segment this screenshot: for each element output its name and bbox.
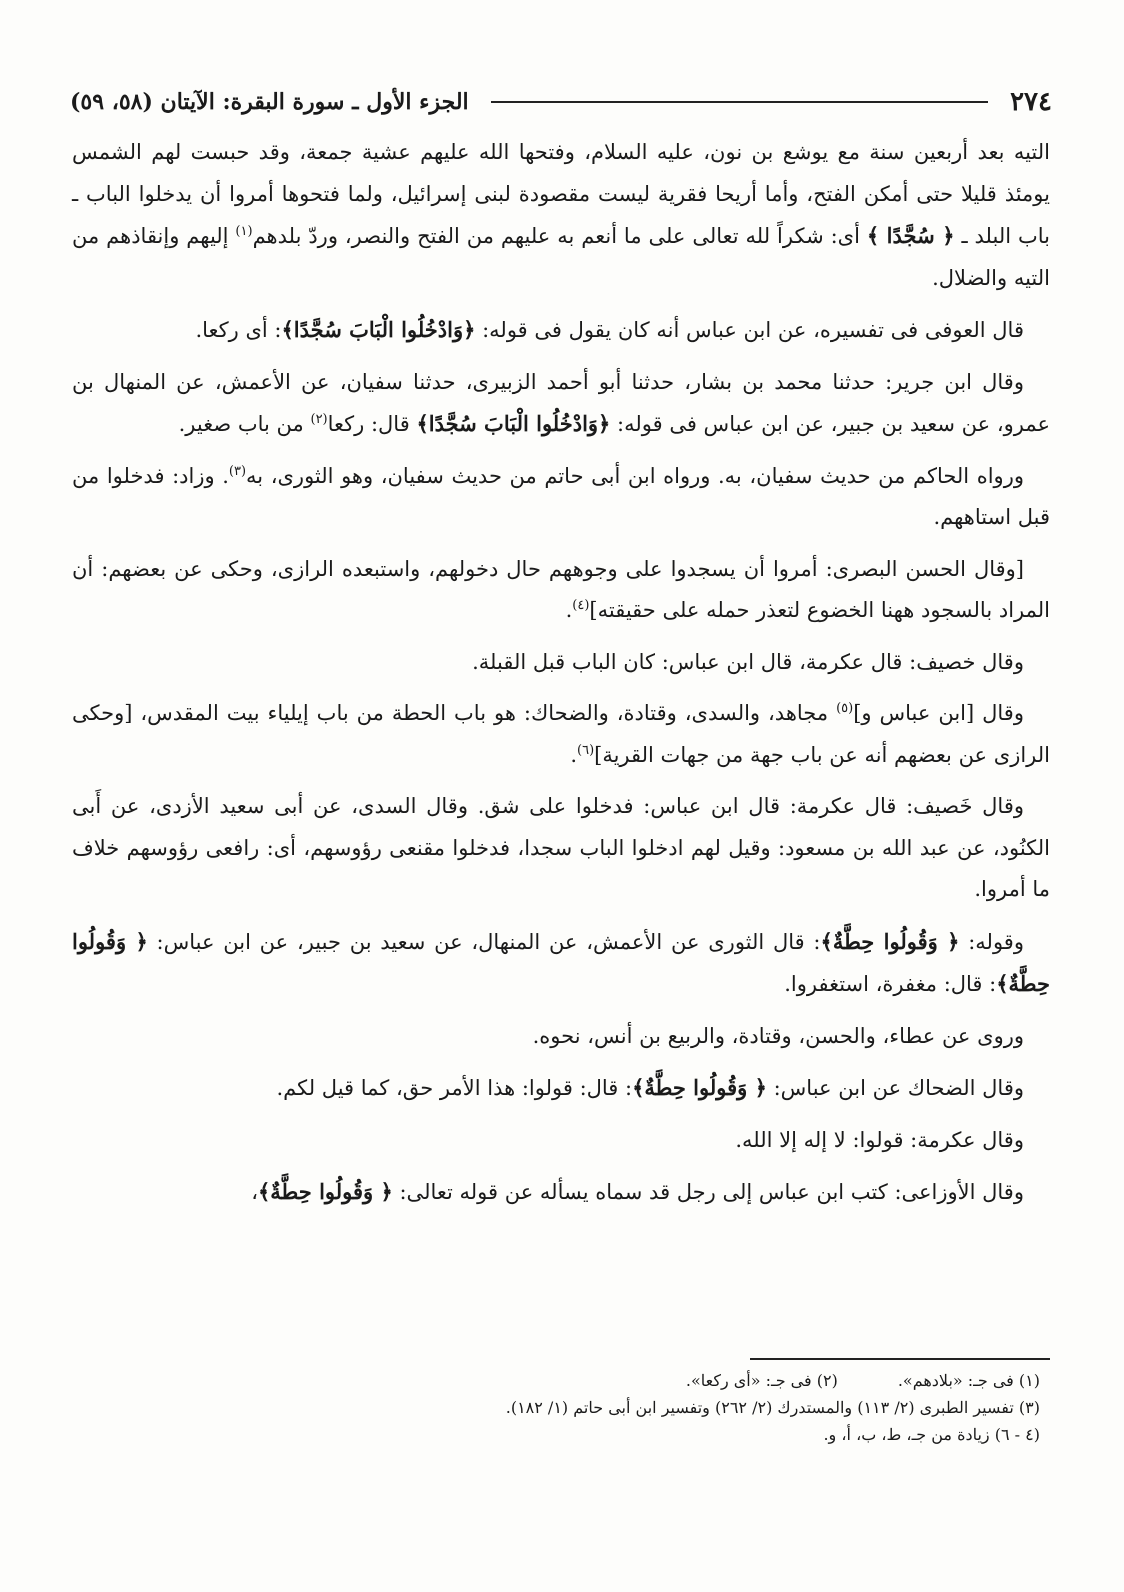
paragraph: وقال خَصيف: قال عكرمة: قال ابن عباس: فدخلوا على شق. وقال السدى، عن أبى سعيد الأزدى، عن أَبى الكنُود، عن عبد الله بن مسعود: وقيل لهم ادخلوا الباب سجدا، فدخلوا مقنعى رؤوسهم، أى: رافعى رؤوسهم خلاف ما أمروا. [72, 794, 1050, 901]
footnote: (١) فى جـ: «بلادهم». [897, 1371, 1040, 1390]
paragraph: [وقال الحسن البصرى: أمروا أن يسجدوا على وجوههم حال دخولهم، واستبعده الرازى، وحكى عن بعضهم: أن المراد بالسجود ههنا الخضوع لتعذر حمله على حقيقته]$^{(٤)}$. [72, 556, 1050, 622]
paragraph: وقال عكرمة: قولوا: لا إله إلا الله. [735, 1127, 1024, 1152]
footnote-ref: (٦) [577, 742, 595, 758]
paragraph: وقال خصيف: قال عكرمة، قال ابن عباس: كان الباب قبل القبلة. [472, 649, 1024, 674]
quran-quote: ﴿وَادْخُلُوا الْبَابَ سُجَّدًا﴾ [281, 317, 476, 342]
footnote: (٣) تفسير الطبرى (٢/ ١١٣) والمستدرك (٢/ ٢٦٢) وتفسير ابن أبى حاتم (١/ ١٨٢). [505, 1398, 1040, 1417]
footnote: (٢) فى جـ: «أى ركعا». [685, 1371, 838, 1390]
running-header [70, 82, 1052, 122]
footnote-line [72, 1367, 1040, 1394]
footnote-ref: (٢) [310, 412, 328, 427]
footnote-ref: (١) [235, 224, 253, 239]
quran-quote: ﴿ وَقُولُوا حِطَّةٌ﴾ [72, 928, 1050, 996]
footnote-rule [750, 1358, 1050, 1360]
paragraph: وقوله: ﴿ وَقُولُوا حِطَّةٌ﴾: قال الثورى عن الأعمش، عن المنهال، عن سعيد بن جبير، عن ابن عباس: ﴿ وَقُولُوا حِطَّةٌ﴾: قال: مغفرة، استغفروا. [72, 928, 1050, 996]
header-rule [491, 101, 988, 103]
quran-quote: ﴿ وَقُولُوا حِطَّةٌ﴾ [632, 1075, 767, 1100]
quran-quote: ﴿وَادْخُلُوا الْبَابَ سُجَّدًا﴾ [416, 411, 611, 436]
main-text [72, 132, 1050, 1224]
page-number: ٢٧٤ [1010, 87, 1052, 117]
paragraph: قال العوفى فى تفسيره، عن ابن عباس أنه كان يقول فى قوله: ﴿وَادْخُلُوا الْبَابَ سُجَّدًا﴾: أى ركعا. [195, 317, 1024, 342]
footnotes [72, 1367, 1040, 1448]
paragraph: التيه بعد أربعين سنة مع يوشع بن نون، عليه السلام، وفتحها الله عليهم عشية جمعة، وقد حبست لهم الشمس يومئذ قليلا حتى أمكن الفتح، وأما أريحا فقرية ليست مقصودة لبنى إسرائيل، ولما فتحوها أمروا أن يدخلوا الباب ـ باب البلد ـ ﴿ سُجَّدًا ﴾ أى: شكراً لله تعالى على ما أنعم به عليهم من الفتح والنصر، وردّ بلدهم$^{(١)}$ إليهم وإنقاذهم من التيه والضلال. [72, 140, 1050, 290]
running-title: الجزء الأول ـ سورة البقرة: الآيتان (٥٨، ٥٩) [70, 89, 469, 115]
paragraph: وقال الضحاك عن ابن عباس: ﴿ وَقُولُوا حِطَّةٌ﴾: قال: قولوا: هذا الأمر حق، كما قيل لكم. [276, 1075, 1024, 1100]
paragraph: وروى عن عطاء، والحسن، وقتادة، والربيع بن أنس، نحوه. [532, 1023, 1024, 1048]
footnote-ref: (٤) [572, 598, 590, 613]
quran-quote: ﴿ سُجَّدًا ﴾ [866, 223, 955, 248]
quran-quote: ﴿ وَقُولُوا حِطَّةٌ﴾ [820, 928, 960, 954]
paragraph: ورواه الحاكم من حديث سفيان، به. ورواه ابن أبى حاتم من حديث سفيان، وهو الثورى، به$^{(٣)}$. وزاد: فدخلوا من قبل استاههم. [72, 463, 1050, 529]
quran-quote: ﴿ وَقُولُوا حِطَّةٌ﴾ [257, 1179, 393, 1204]
paragraph: وقال الأوزاعى: كتب ابن عباس إلى رجل قد سماه يسأله عن قوله تعالى: ﴿ وَقُولُوا حِطَّةٌ﴾، [251, 1179, 1024, 1204]
footnote-ref: (٥) [836, 701, 854, 716]
footnote: (٤ - ٦) زيادة من جـ، ط، ب، أ، و. [823, 1425, 1040, 1444]
paragraph: وقال ابن جرير: حدثنا محمد بن بشار، حدثنا أبو أحمد الزبيرى، حدثنا سفيان، عن الأعمش، عن المنهال بن عمرو، عن سعيد بن جبير، عن ابن عباس فى قوله: ﴿وَادْخُلُوا الْبَابَ سُجَّدًا﴾ قال: ركعا$^{(٢)}$ من باب صغير. [72, 369, 1050, 436]
footnote-ref: (٣) [228, 463, 247, 479]
paragraph: وقال [ابن عباس و]$^{(٥)}$ مجاهد، والسدى، وقتادة، والضحاك: هو باب الحطة من باب إيلياء بيت المقدس، [وحكى الرازى عن بعضهم أنه عن باب جهة من جهات القرية]$^{(٦)}$. [72, 701, 1050, 767]
